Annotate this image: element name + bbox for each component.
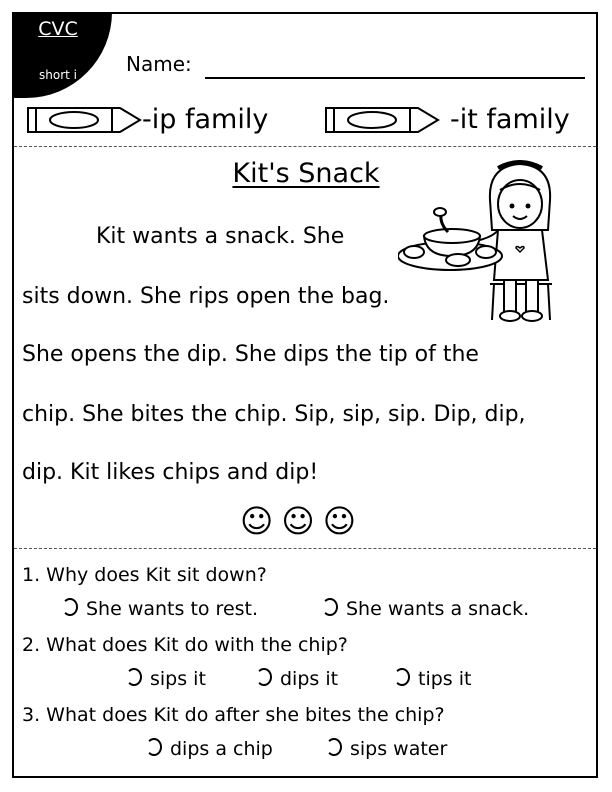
level-label: CVC	[38, 18, 78, 40]
answer-bubble-icon[interactable]	[256, 668, 272, 686]
girl-with-chips-illustration	[398, 160, 568, 328]
answer-bubble-icon[interactable]	[62, 598, 78, 616]
section-divider	[14, 146, 596, 147]
answer-bubble-icon[interactable]	[322, 598, 338, 616]
smiley-faces: ☺☺☺	[240, 502, 365, 540]
section-divider	[14, 548, 596, 549]
story-line: She opens the dip. She dips the tip of the	[22, 342, 479, 367]
story-line: sits down. She rips open the bag.	[22, 284, 390, 309]
it-family-label: -it family	[450, 104, 570, 135]
answer-option[interactable]: sips water	[326, 738, 447, 760]
answer-option[interactable]: She wants to rest.	[62, 598, 258, 620]
crayon-icon	[322, 104, 442, 136]
answer-option[interactable]: She wants a snack.	[322, 598, 529, 620]
story-title: Kit's Snack	[232, 158, 380, 189]
answer-option[interactable]: dips it	[256, 668, 338, 690]
name-label: Name:	[126, 52, 192, 76]
question-prompt: 2. What does Kit do with the chip?	[22, 634, 348, 656]
story-line: dip. Kit likes chips and dip!	[22, 460, 319, 485]
answer-option[interactable]: sips it	[126, 668, 206, 690]
answer-option[interactable]: tips it	[394, 668, 471, 690]
answer-bubble-icon[interactable]	[126, 668, 142, 686]
answer-bubble-icon[interactable]	[326, 738, 342, 756]
question-prompt: 1. Why does Kit sit down?	[22, 564, 267, 586]
vowel-label: short i	[39, 68, 77, 82]
name-field-line[interactable]	[205, 77, 585, 79]
story-line: chip. She bites the chip. Sip, sip, sip. Dip, dip,	[22, 402, 526, 427]
answer-bubble-icon[interactable]	[394, 668, 410, 686]
answer-option[interactable]: dips a chip	[146, 738, 273, 760]
crayon-icon	[24, 104, 144, 136]
ip-family-label: -ip family	[142, 104, 269, 135]
question-prompt: 3. What does Kit do after she bites the chip?	[22, 704, 445, 726]
answer-bubble-icon[interactable]	[146, 738, 162, 756]
story-line: Kit wants a snack. She	[96, 224, 345, 249]
